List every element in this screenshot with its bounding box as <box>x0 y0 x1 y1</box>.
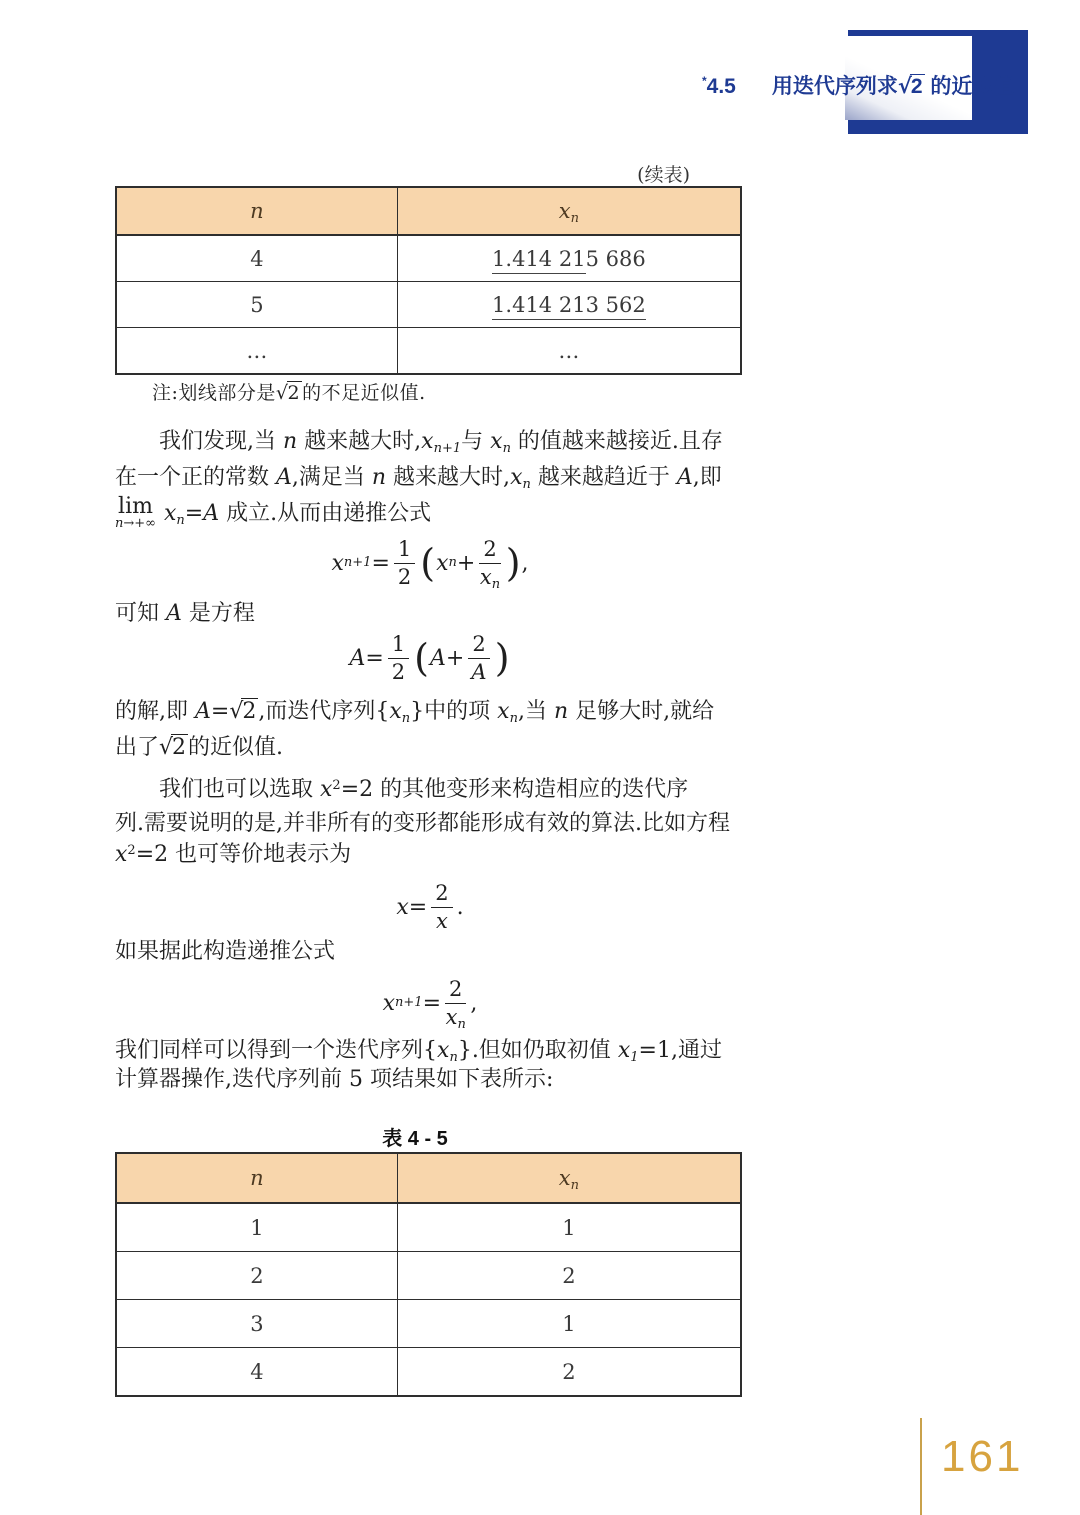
table1-header-n: n <box>116 187 397 235</box>
cell-xn: … <box>397 328 741 375</box>
cell-n: … <box>116 328 397 375</box>
cell-xn: 1 <box>397 1203 741 1252</box>
table-4-4-continued <box>115 186 742 375</box>
table-row <box>116 1348 741 1397</box>
paragraph-line: 计算器操作,迭代序列前 5 项结果如下表所示: <box>115 1067 554 1092</box>
radical-icon: √ <box>159 735 174 760</box>
limit-notation: lim n→+∞ <box>115 494 156 531</box>
cell-xn: 1 <box>397 1300 741 1348</box>
paragraph-line: 在一个正的常数 A,满足当 n 越来越大时$,x_n$ 越来越趋近于 A,即 <box>115 465 722 492</box>
table-row <box>116 1203 741 1252</box>
cell-n: 2 <box>116 1252 397 1300</box>
fixed-point-equation: A = $\frac{1}{2}$ ( A + $\frac{2}{A}$ ) <box>349 632 510 684</box>
page-number: 161 <box>941 1432 1024 1481</box>
table1-header-xn: $x_n$ <box>397 187 741 235</box>
table-note: 注:划线部分是√2 的不足近似值. <box>152 382 426 404</box>
paragraph-line: lim n→+∞ $x_n=A$ 成立.从而由递推公式 <box>115 494 432 531</box>
section-number: *4.5 <box>702 74 736 98</box>
paragraph-line: $x^2=2$ 也可等价地表示为 <box>115 842 352 867</box>
table-row <box>116 1252 741 1300</box>
cell-n: 5 <box>116 282 397 328</box>
fraction: $\frac{1}{2}$ <box>394 537 415 588</box>
sqrt-2: √2 <box>159 735 187 760</box>
footer-divider-line <box>920 1418 922 1515</box>
table-continued-label: (续表) <box>637 164 690 186</box>
sqrt-2: √2 <box>275 382 301 404</box>
underlined-approximation: 1.414 213 562 <box>492 293 646 320</box>
cell-xn <box>397 282 741 328</box>
paragraph-line: 我们同样可以得到一个迭代序列$\{x_n\}$.但如仍取初值 $x_1=1$,通过 <box>115 1038 722 1065</box>
radical-icon: √ <box>897 74 912 98</box>
table2-header-xn: $x_n$ <box>397 1153 741 1203</box>
fraction: $\frac{2}{x_n}$ <box>479 537 501 592</box>
fraction: $\frac{1}{2}$ <box>388 632 409 683</box>
section-star: * <box>702 74 707 88</box>
alternate-recurrence-formula: x n+1 = $\frac{2}{x_n}$ , <box>382 977 478 1032</box>
equivalent-form-equation: x = $\frac{2}{x}$ . <box>396 881 464 933</box>
paragraph-line: 可知 A 是方程 <box>115 601 255 626</box>
paragraph-line: 我们也可以选取 $x^2=2$ 的其他变形来构造相应的迭代序 <box>159 777 689 802</box>
cell-n: 1 <box>116 1203 397 1252</box>
fraction: $\frac{2}{x}$ <box>431 881 452 932</box>
fraction: $\frac{2}{A}$ <box>468 632 489 683</box>
table-4-5 <box>115 1152 742 1397</box>
paragraph-line: 列.需要说明的是,并非所有的变形都能形成有效的算法.比如方程 <box>115 811 730 836</box>
recurrence-formula: x n+1 = $\frac{1}{2}$ ( x n + $\frac{2}{x_n}$ ) , <box>331 537 529 592</box>
section-title: 用迭代序列求√2 的近似值 <box>771 74 1015 98</box>
table-row <box>116 235 741 282</box>
table-row <box>116 282 741 328</box>
cell-xn: 2 <box>397 1252 741 1300</box>
paragraph-line: 我们发现,当 n 越来越大时$,x_{n+1}$与 $x_n$ 的值越来越接近.且存 <box>159 429 723 456</box>
underlined-approximation: 1.414 21 <box>492 247 586 274</box>
paragraph-line: 出了√2的近似值. <box>115 735 284 760</box>
table-row <box>116 1300 741 1348</box>
paragraph-line: 如果据此构造递推公式 <box>115 939 336 964</box>
table-row <box>116 328 741 375</box>
cell-n: 4 <box>116 1348 397 1397</box>
sqrt-2: √2 <box>229 699 257 724</box>
cell-xn: 1.414 215 686 <box>397 235 741 282</box>
paragraph-line: 的解,即 A=√2,而迭代序列$\{x_n\}$中的项 $x_n$,当 n 足够大时,就给 <box>115 699 715 726</box>
cell-n: 4 <box>116 235 397 282</box>
radical-icon: √ <box>275 382 289 404</box>
section-heading <box>702 70 1014 100</box>
cell-xn: 2 <box>397 1348 741 1397</box>
cell-n: 3 <box>116 1300 397 1348</box>
fraction: $\frac{2}{x_n}$ <box>445 977 466 1032</box>
table2-header-n: n <box>116 1153 397 1203</box>
radical-icon: √ <box>229 699 244 724</box>
table-caption: 表 4 - 5 <box>382 1128 448 1150</box>
sqrt-2: √2 <box>897 74 923 98</box>
